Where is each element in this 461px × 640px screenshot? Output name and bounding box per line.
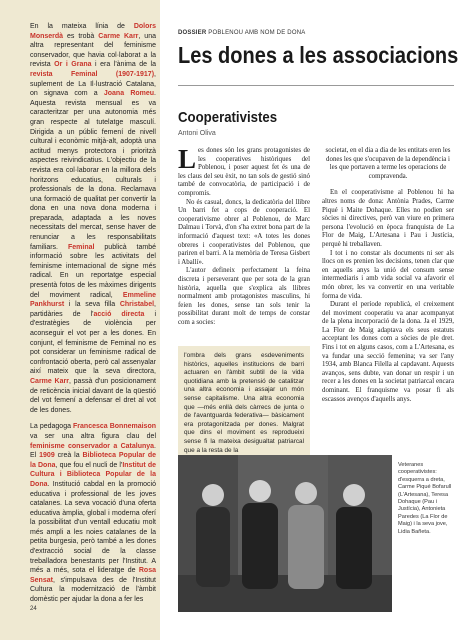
body-text: i era l'ànima de la — [91, 61, 156, 69]
highlighted-term: Dolors Monserdà — [30, 23, 156, 40]
page-title: Les dones a les associacions — [178, 42, 459, 68]
section-kicker — [178, 30, 305, 36]
highlighted-term: Francesca Bonnemaison — [73, 423, 156, 431]
highlighted-term: Biblioteca Popular de la Dona — [30, 452, 157, 469]
body-text: , suplement de La Il·lustració Catalana, on signava com a — [30, 70, 156, 98]
highlighted-term: Institut de Cultura i Biblioteca Popular de la Dona — [30, 461, 156, 488]
photo-illustration — [178, 455, 392, 612]
sidebar-panel — [0, 0, 160, 640]
body-text: . El — [30, 442, 156, 460]
photo-caption: Veteranes cooperativistes: d'esquerra a dreta, Carme Piqué Bofarull (L'Artesana), Teresa Dohaque (Pau i Justícia), Antonieta Paredes (La Flor de Maig) i la seva jove, Lidia Bañeta. — [398, 462, 452, 535]
highlighted-term: acció directa — [93, 310, 145, 318]
body-text: En la mateixa línia de — [30, 23, 134, 30]
title-divider — [178, 85, 454, 86]
body-text: , s'impulsava des de l'Institut Cultura la modernització de l'àmbit domèstic per ajudar la dona a fer les — [30, 576, 156, 604]
body-text: va ser una altra figura clau del — [30, 432, 156, 440]
article-paragraph-5: I tot i no constar als documents ni ser als llocs on es prenien les decisions, tenen clar que en aquells anys la unió del consum sense intermediaris i amb vida social va afavorir el món obrer, les va convertir en una veritable forma de vida. — [322, 249, 454, 300]
article-column-1 — [178, 144, 310, 327]
body-text: . Aquesta revista mensual es va caracteritzar per una autonomia més gran respecte al tutelatge masculí. Dirigida a un públic femení de nivell cultural i econòmic mitjà-alt, adoptà una actitud menys protectora i prioritzà aspectes reivindicatius. L'objectiu de la revista era col·laborar en la millora dels horitzons educatius, culturals i professionals de la dona. Reclamava una formació de qualitat per convertir la dona en una nova dona moderna i preparada, adaptada a les noves necessitats del mercat, sense haver de renunciar a les responsabilitats familiars. — [30, 90, 156, 251]
quote-continuation: societat, en el dia a dia de les entitats eren les dones les que s'ocupaven de la dependència i les que portaven a terme les operacions de compravenda. — [325, 147, 451, 180]
article-paragraph-2: No és casual, doncs, la dedicatòria del llibre Un barri fet a cops de cooperació. El cooperativisme obrer al Poblenou, de Marc Dalmau i Torvà, d'on s'ha extret bona part de la informació d'aquest text: «A totes les dones obreres i cooperativistes del Poblenou, que pariren el barri. A la memòria de Teresa Gisbert i Aballí». — [178, 198, 310, 266]
body-text: . Institució cabdal en la promoció educativa i professional de les joves catalanes. La seva vocació d'una oferta educativa àmplia, global i moderna oferí la possibilitat d'un ventall educatiu molt més ampli a les noies catalanes de la petita burgesia, però també a les dones d'extracció social de la classe treballadora benestants per l'Institut. A més a més, sota el lideratge de — [30, 480, 156, 575]
article-paragraph-1 — [178, 144, 310, 199]
highlighted-term: Rosa Sensat — [30, 567, 156, 584]
highlighted-term: revista Feminal (1907-1917) — [30, 70, 155, 78]
body-text: , que fou el nucli de l' — [55, 461, 123, 469]
body-text: , una altra representant del feminisme conservador, que havia col·laborat a la revista — [30, 32, 156, 69]
cooperativists-photo — [178, 455, 392, 612]
article-subtitle: Cooperativistes — [178, 109, 278, 126]
highlighted-term: Or i Grana — [54, 61, 92, 69]
article-paragraph-6: Durant el període republicà, el creixement del moviment cooperatiu va anar acompanyat de la plena incorporació de la dona. Ja el 1929, La Flor de Maig adaptava els seus estatuts acceptant les dones com a sòcies de ple dret. Fins i tot en alguns casos, com a L'Artesana, es va fundar una secció femenina; va ser l'any 1934, amb Blanca Filella al capdavant. Aquests avanços, sens dubte, van donar un respir i un recer a les dones en la societat patriarcal encara dominant. El franquisme va posar fi als escassos avenços d'aquells anys. — [322, 301, 454, 403]
body-text: La pedagoga — [30, 423, 74, 431]
paragraph-text: es dones són les grans protagonistes de les cooperatives històriques del Poblenou, i poser aquest fet és una de les claus del seu èxit, no tan sols de gestió sinó també de convocatòria, de participació i de compromís. — [178, 147, 310, 197]
body-text: , passà d'un posicionament de reticència inicial davant de la qüestió del vot femení a defensar el dret al vot de les dones. — [30, 377, 156, 414]
body-text: i la seva filla — [64, 301, 120, 309]
highlighted-term: Feminal — [67, 243, 95, 251]
highlighted-term: 1909 — [39, 452, 55, 460]
highlighted-term: Carme Karr — [98, 32, 139, 40]
quote-box — [178, 346, 310, 459]
article-column-2 — [322, 147, 454, 404]
body-text: creà la — [54, 452, 83, 460]
highlighted-term: Emmeline Pankhurst — [30, 291, 156, 309]
sidebar-paragraph-2 — [30, 422, 156, 604]
article-area — [178, 0, 459, 640]
sidebar-paragraph-1 — [30, 22, 156, 415]
kicker-label: DOSSIER — [178, 30, 207, 36]
quote-text: l'ombra dels grans esdeveniments històrics, aquelles institucions de barri actuaren en l'àmbit subtil de la vida quotidiana amb la pretensió de catalitzar una altra economia i assajar un món sense capitalisme. Una altra economia que —més enllà dels càrrecs de junta o de l'avantguarda federativa— bàsicament era protagonitzada per dones. Malgrat que dins el moviment es reprodueixi sense fi la mateixa desigualtat patriarcal que a la resta de la — [184, 352, 304, 454]
highlighted-term: feminisme conservador a Catalunya — [30, 442, 155, 450]
drop-cap: L — [178, 144, 197, 174]
article-paragraph-4: En el cooperativisme al Poblenou hi ha altres noms de dona: Antònia Prades, Carme Piqué i Maite Dohaque. Elles no podien ser sòcies ni directives, però van viure en primera persona l'evolució en època franquista de La Flor de Maig, L'Artesana i Pau i Justícia, perquè hi treballaven. — [322, 189, 454, 248]
body-text: i d'estratègies de violència per aconseguir el vot per a les dones. En conjunt, el feminisme de Feminal no es pot considerar un feminisme radical de confrontació oberta, però cal assenyalar així mateix que la seva directora, — [30, 310, 156, 376]
article-paragraph-3: L'autor defineix perfectament la feina discreta i perseverant que per sota de la gran història, aquella que s'explica als llibres normalment amb protagonistes masculins, hi feien les dones, sense tan sols tenir la possibilitat durant molt de temps de constar com a socies: — [178, 267, 310, 326]
highlighted-term: Carme Karr — [30, 377, 69, 385]
highlighted-term: Christabel — [119, 301, 155, 309]
kicker-text: POBLENOU AMB NOM DE DONA — [206, 30, 306, 36]
article-author: Antoni Oliva — [178, 130, 216, 137]
page-number: 24 — [30, 606, 37, 612]
highlighted-term: Joana Romeu — [103, 90, 155, 98]
body-text: es trobà — [63, 32, 99, 40]
body-text: publicà també informació sobre les activitats del feminisme internacional de signe més radical. En un reportatge especial presentà fotos de les màximes dirigents del moviment radical, — [30, 243, 157, 299]
body-text: , partidàries de l' — [30, 301, 156, 318]
